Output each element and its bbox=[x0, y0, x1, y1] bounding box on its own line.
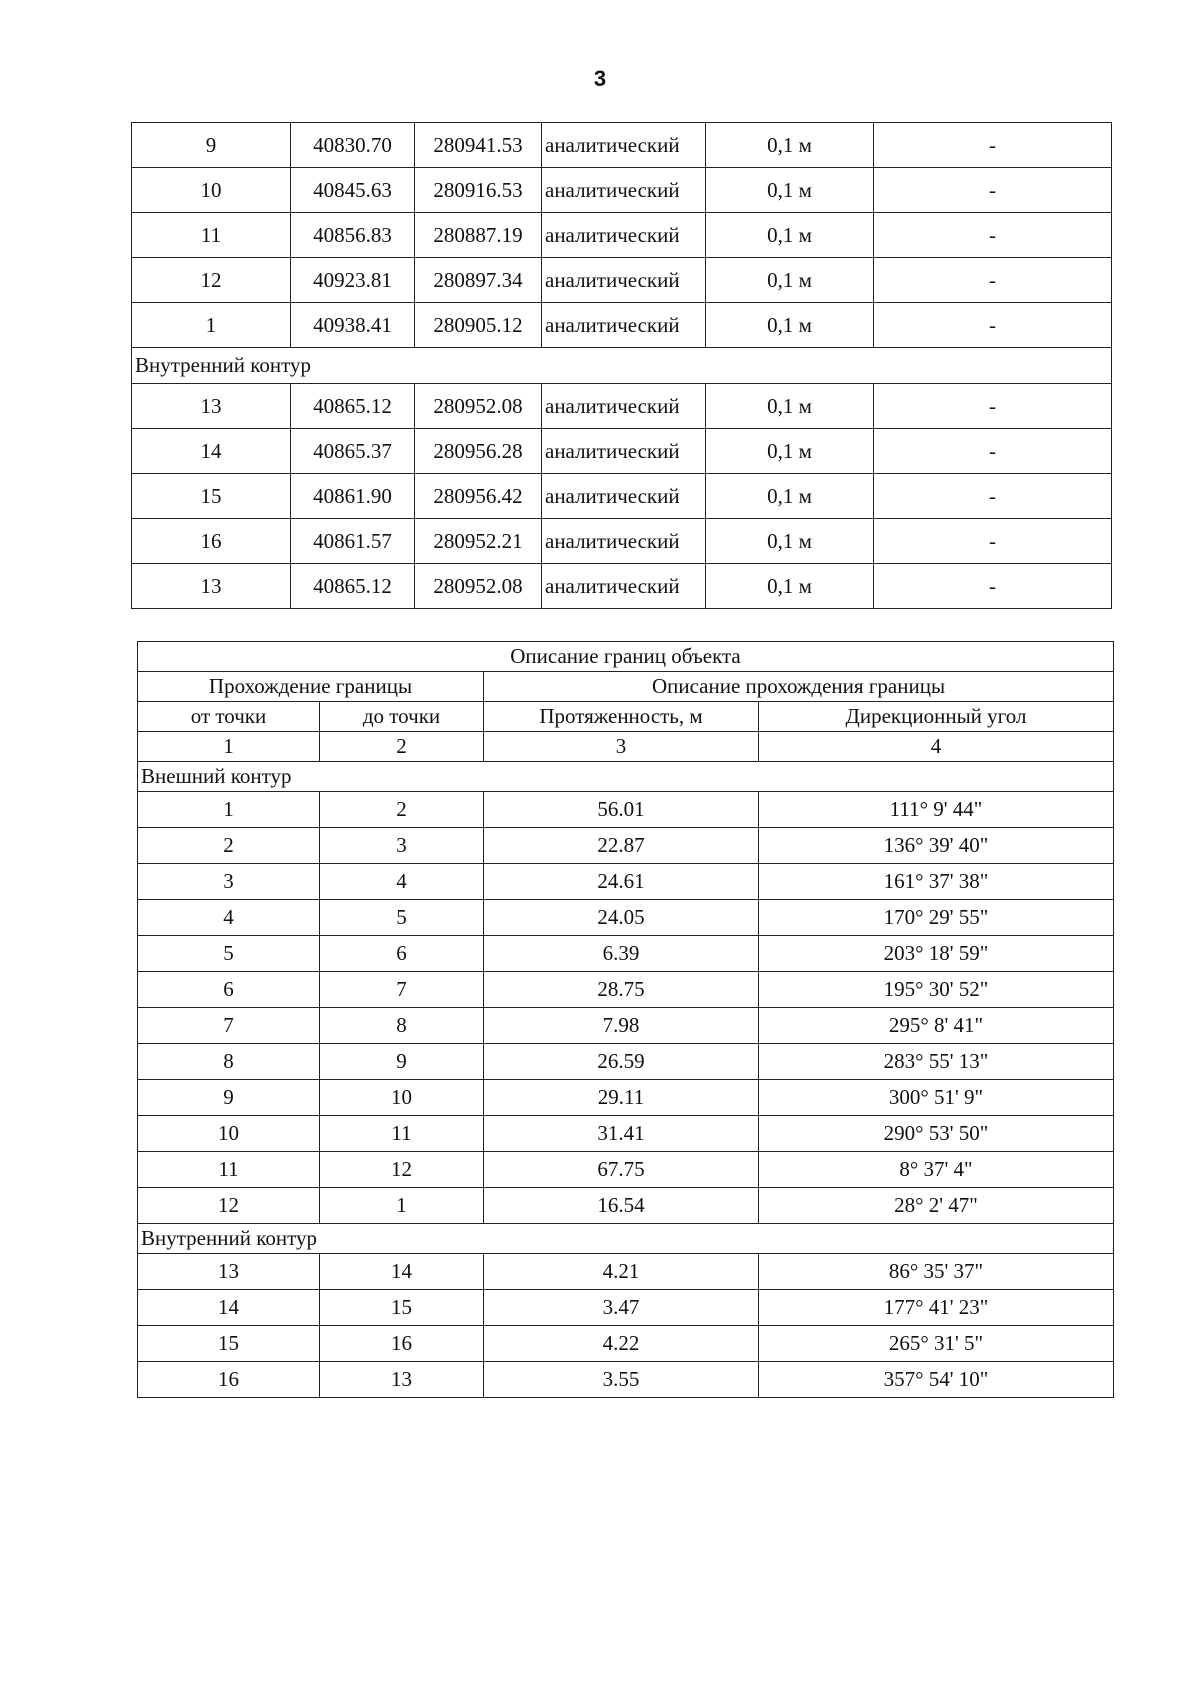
table-row bbox=[132, 123, 1112, 168]
cell-from-point: 11 bbox=[138, 1152, 320, 1188]
cell-length: 24.05 bbox=[484, 900, 759, 936]
cell-note: - bbox=[874, 474, 1112, 519]
cell-from-point: 6 bbox=[138, 972, 320, 1008]
cell-direction-angle: 290° 53' 50" bbox=[759, 1116, 1114, 1152]
cell-from-point: 9 bbox=[138, 1080, 320, 1116]
length-header: Протяженность, м bbox=[484, 702, 759, 732]
cell-note: - bbox=[874, 519, 1112, 564]
boundary-table-title: Описание границ объекта bbox=[138, 642, 1114, 672]
cell-direction-angle: 136° 39' 40" bbox=[759, 828, 1114, 864]
cell-length: 3.47 bbox=[484, 1290, 759, 1326]
boundary-outer-rows bbox=[138, 792, 1114, 1224]
cell-point: 12 bbox=[132, 258, 291, 303]
table-row bbox=[138, 792, 1114, 828]
cell-length: 22.87 bbox=[484, 828, 759, 864]
cell-length: 7.98 bbox=[484, 1008, 759, 1044]
cell-to-point: 13 bbox=[320, 1362, 484, 1398]
cell-direction-angle: 161° 37' 38" bbox=[759, 864, 1114, 900]
cell-x: 40845.63 bbox=[291, 168, 415, 213]
cell-from-point: 1 bbox=[138, 792, 320, 828]
cell-method: аналитический bbox=[542, 564, 706, 609]
cell-accuracy: 0,1 м bbox=[706, 564, 874, 609]
cell-from-point: 5 bbox=[138, 936, 320, 972]
from-point-header: от точки bbox=[138, 702, 320, 732]
cell-x: 40923.81 bbox=[291, 258, 415, 303]
passage-group-header: Прохождение границы bbox=[138, 672, 484, 702]
cell-direction-angle: 28° 2' 47" bbox=[759, 1188, 1114, 1224]
cell-to-point: 3 bbox=[320, 828, 484, 864]
cell-accuracy: 0,1 м bbox=[706, 303, 874, 348]
coordinates-outer-rows bbox=[132, 123, 1112, 348]
cell-direction-angle: 295° 8' 41" bbox=[759, 1008, 1114, 1044]
cell-y: 280905.12 bbox=[415, 303, 542, 348]
cell-note: - bbox=[874, 429, 1112, 474]
cell-accuracy: 0,1 м bbox=[706, 519, 874, 564]
cell-point: 13 bbox=[132, 564, 291, 609]
cell-direction-angle: 177° 41' 23" bbox=[759, 1290, 1114, 1326]
cell-from-point: 13 bbox=[138, 1254, 320, 1290]
cell-from-point: 2 bbox=[138, 828, 320, 864]
cell-direction-angle: 86° 35' 37" bbox=[759, 1254, 1114, 1290]
cell-y: 280952.08 bbox=[415, 384, 542, 429]
cell-note: - bbox=[874, 168, 1112, 213]
cell-y: 280956.42 bbox=[415, 474, 542, 519]
table-row bbox=[138, 1188, 1114, 1224]
cell-x: 40865.12 bbox=[291, 384, 415, 429]
cell-from-point: 16 bbox=[138, 1362, 320, 1398]
description-group-header: Описание прохождения границы bbox=[484, 672, 1114, 702]
table-row bbox=[132, 384, 1112, 429]
cell-y: 280956.28 bbox=[415, 429, 542, 474]
cell-note: - bbox=[874, 384, 1112, 429]
cell-length: 67.75 bbox=[484, 1152, 759, 1188]
table-row bbox=[138, 900, 1114, 936]
table-row bbox=[132, 303, 1112, 348]
table-row bbox=[132, 213, 1112, 258]
table-row bbox=[132, 474, 1112, 519]
cell-accuracy: 0,1 м bbox=[706, 258, 874, 303]
cell-direction-angle: 8° 37' 4" bbox=[759, 1152, 1114, 1188]
cell-note: - bbox=[874, 258, 1112, 303]
table-row bbox=[138, 1080, 1114, 1116]
inner-contour-label: Внутренний контур bbox=[138, 1224, 1114, 1254]
table-row bbox=[138, 1326, 1114, 1362]
cell-from-point: 7 bbox=[138, 1008, 320, 1044]
cell-method: аналитический bbox=[542, 474, 706, 519]
cell-length: 4.22 bbox=[484, 1326, 759, 1362]
cell-accuracy: 0,1 м bbox=[706, 429, 874, 474]
cell-x: 40865.12 bbox=[291, 564, 415, 609]
cell-direction-angle: 203° 18' 59" bbox=[759, 936, 1114, 972]
cell-x: 40830.70 bbox=[291, 123, 415, 168]
table-row bbox=[138, 1152, 1114, 1188]
cell-to-point: 7 bbox=[320, 972, 484, 1008]
cell-length: 24.61 bbox=[484, 864, 759, 900]
table-row bbox=[138, 828, 1114, 864]
table-row bbox=[138, 1254, 1114, 1290]
cell-to-point: 4 bbox=[320, 864, 484, 900]
cell-x: 40856.83 bbox=[291, 213, 415, 258]
cell-from-point: 14 bbox=[138, 1290, 320, 1326]
cell-method: аналитический bbox=[542, 168, 706, 213]
cell-length: 26.59 bbox=[484, 1044, 759, 1080]
cell-to-point: 5 bbox=[320, 900, 484, 936]
cell-length: 29.11 bbox=[484, 1080, 759, 1116]
cell-length: 56.01 bbox=[484, 792, 759, 828]
table-row bbox=[132, 258, 1112, 303]
cell-method: аналитический bbox=[542, 258, 706, 303]
angle-header: Дирекционный угол bbox=[759, 702, 1114, 732]
cell-from-point: 15 bbox=[138, 1326, 320, 1362]
cell-note: - bbox=[874, 123, 1112, 168]
cell-direction-angle: 300° 51' 9" bbox=[759, 1080, 1114, 1116]
table-row bbox=[138, 936, 1114, 972]
table-row bbox=[132, 564, 1112, 609]
cell-point: 14 bbox=[132, 429, 291, 474]
cell-length: 4.21 bbox=[484, 1254, 759, 1290]
cell-accuracy: 0,1 м bbox=[706, 123, 874, 168]
cell-x: 40865.37 bbox=[291, 429, 415, 474]
cell-direction-angle: 357° 54' 10" bbox=[759, 1362, 1114, 1398]
cell-direction-angle: 265° 31' 5" bbox=[759, 1326, 1114, 1362]
table-row bbox=[138, 1362, 1114, 1398]
cell-point: 10 bbox=[132, 168, 291, 213]
outer-contour-label: Внешний контур bbox=[138, 762, 1114, 792]
cell-x: 40861.57 bbox=[291, 519, 415, 564]
boundary-inner-rows bbox=[138, 1254, 1114, 1398]
cell-y: 280952.08 bbox=[415, 564, 542, 609]
table-row bbox=[132, 519, 1112, 564]
cell-note: - bbox=[874, 213, 1112, 258]
cell-note: - bbox=[874, 303, 1112, 348]
cell-point: 11 bbox=[132, 213, 291, 258]
cell-accuracy: 0,1 м bbox=[706, 474, 874, 519]
cell-direction-angle: 170° 29' 55" bbox=[759, 900, 1114, 936]
cell-method: аналитический bbox=[542, 429, 706, 474]
table-row bbox=[138, 1044, 1114, 1080]
cell-to-point: 11 bbox=[320, 1116, 484, 1152]
cell-from-point: 3 bbox=[138, 864, 320, 900]
cell-to-point: 8 bbox=[320, 1008, 484, 1044]
cell-y: 280941.53 bbox=[415, 123, 542, 168]
column-number-2: 2 bbox=[320, 732, 484, 762]
column-number-3: 3 bbox=[484, 732, 759, 762]
cell-x: 40938.41 bbox=[291, 303, 415, 348]
cell-x: 40861.90 bbox=[291, 474, 415, 519]
cell-direction-angle: 283° 55' 13" bbox=[759, 1044, 1114, 1080]
cell-length: 31.41 bbox=[484, 1116, 759, 1152]
cell-y: 280916.53 bbox=[415, 168, 542, 213]
cell-method: аналитический bbox=[542, 213, 706, 258]
cell-accuracy: 0,1 м bbox=[706, 213, 874, 258]
cell-to-point: 12 bbox=[320, 1152, 484, 1188]
cell-y: 280952.21 bbox=[415, 519, 542, 564]
table-row bbox=[138, 972, 1114, 1008]
coordinates-inner-rows bbox=[132, 384, 1112, 609]
coordinates-table bbox=[131, 122, 1112, 609]
table-row bbox=[138, 1116, 1114, 1152]
cell-from-point: 8 bbox=[138, 1044, 320, 1080]
cell-method: аналитический bbox=[542, 384, 706, 429]
cell-point: 16 bbox=[132, 519, 291, 564]
cell-to-point: 1 bbox=[320, 1188, 484, 1224]
cell-point: 13 bbox=[132, 384, 291, 429]
cell-to-point: 16 bbox=[320, 1326, 484, 1362]
cell-to-point: 6 bbox=[320, 936, 484, 972]
boundary-description-table bbox=[137, 641, 1114, 1398]
to-point-header: до точки bbox=[320, 702, 484, 732]
cell-point: 9 bbox=[132, 123, 291, 168]
cell-to-point: 14 bbox=[320, 1254, 484, 1290]
cell-note: - bbox=[874, 564, 1112, 609]
cell-y: 280887.19 bbox=[415, 213, 542, 258]
cell-length: 16.54 bbox=[484, 1188, 759, 1224]
cell-accuracy: 0,1 м bbox=[706, 384, 874, 429]
cell-length: 6.39 bbox=[484, 936, 759, 972]
cell-method: аналитический bbox=[542, 123, 706, 168]
column-number-4: 4 bbox=[759, 732, 1114, 762]
table-row bbox=[132, 168, 1112, 213]
table-row bbox=[132, 429, 1112, 474]
table-row bbox=[138, 864, 1114, 900]
cell-to-point: 10 bbox=[320, 1080, 484, 1116]
cell-to-point: 15 bbox=[320, 1290, 484, 1326]
inner-contour-label: Внутренний контур bbox=[132, 348, 1112, 384]
column-number-1: 1 bbox=[138, 732, 320, 762]
cell-method: аналитический bbox=[542, 519, 706, 564]
table-row bbox=[138, 1008, 1114, 1044]
cell-from-point: 4 bbox=[138, 900, 320, 936]
cell-direction-angle: 111° 9' 44" bbox=[759, 792, 1114, 828]
page-number: 3 bbox=[593, 66, 607, 91]
cell-y: 280897.34 bbox=[415, 258, 542, 303]
cell-from-point: 10 bbox=[138, 1116, 320, 1152]
cell-method: аналитический bbox=[542, 303, 706, 348]
cell-accuracy: 0,1 м bbox=[706, 168, 874, 213]
cell-from-point: 12 bbox=[138, 1188, 320, 1224]
cell-point: 1 bbox=[132, 303, 291, 348]
cell-direction-angle: 195° 30' 52" bbox=[759, 972, 1114, 1008]
cell-to-point: 2 bbox=[320, 792, 484, 828]
cell-length: 3.55 bbox=[484, 1362, 759, 1398]
cell-length: 28.75 bbox=[484, 972, 759, 1008]
cell-to-point: 9 bbox=[320, 1044, 484, 1080]
cell-point: 15 bbox=[132, 474, 291, 519]
table-row bbox=[138, 1290, 1114, 1326]
